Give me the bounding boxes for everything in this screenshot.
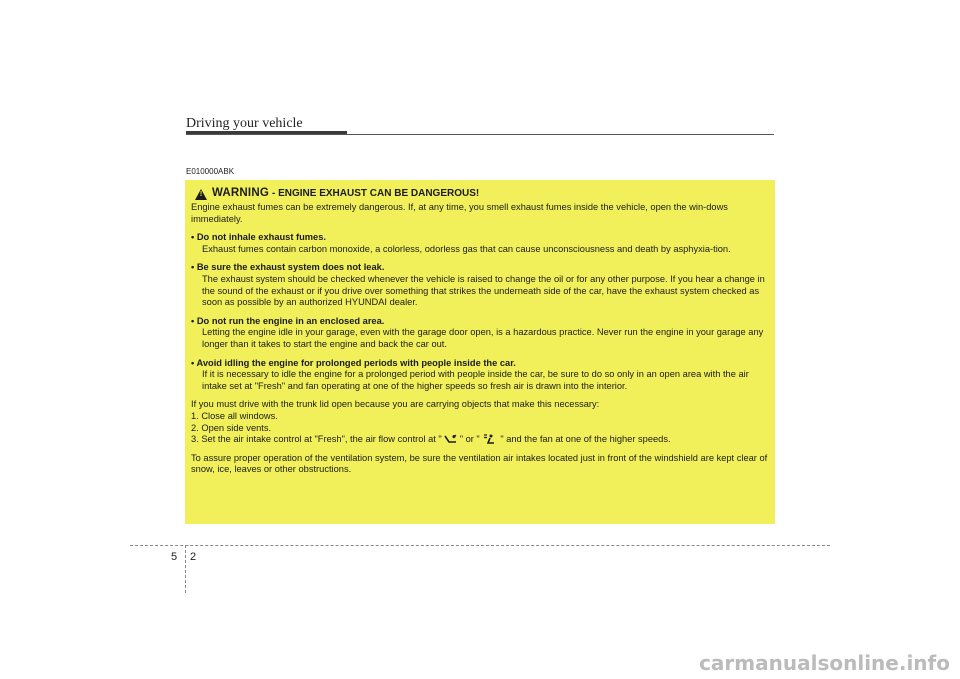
bullet-title-inhale: • Do not inhale exhaust fumes. (191, 232, 326, 243)
bullet-title-enclosed: • Do not run the engine in an enclosed area. (191, 315, 385, 326)
bullet-title-leak: • Be sure the exhaust system does not leak. (191, 262, 385, 273)
bullet-body-inhale: Exhaust fumes contain carbon monoxide, a colorless, odorless gas that can cause unconsciousness and death by asphyxia-tion. (202, 243, 731, 254)
document-code: E010000ABK (186, 167, 235, 176)
page-chapter-number: 5 (171, 551, 178, 563)
step3-text-c: " and the fan at one of the higher speeds. (497, 434, 671, 445)
ventilation-closing: To assure proper operation of the ventilation system, be sure the ventilation air intakes located just in front of the windshield are kept clear of snow, ice, leaves or other obstructions. (191, 452, 768, 475)
trunk-intro: If you must drive with the trunk lid open because you are carrying objects that make this necessary: (191, 399, 600, 410)
warning-label: WARNING (212, 187, 269, 200)
footer-divider (185, 545, 186, 593)
warning-title: - ENGINE EXHAUST CAN BE DANGEROUS! (271, 188, 480, 200)
warning-intro: Engine exhaust fumes can be extremely dangerous. If, at any time, you smell exhaust fumes inside the vehicle, open the win-dows immediately. (191, 202, 728, 224)
bullet-body-idling: If it is necessary to idle the engine for a prolonged period with people inside the car, be sure to do so only in an open area with the air intake set at "Fresh" and fan operating at one of the higher speeds so fresh air is drawn into the interior. (202, 369, 749, 391)
bullet-body-leak: The exhaust system should be checked whenever the vehicle is raised to change the oil or for any other purpose. If you hear a change in the sound of the exhaust or if you drive over something that strikes the underneath side of the car, have the exhaust system checked as soon as possible by an authorized HYUNDAI dealer. (202, 273, 765, 308)
bullet-title-idling: • Avoid idling the engine for prolonged periods with people inside the car. (191, 357, 516, 368)
warning-heading (195, 187, 769, 201)
floor-windshield-airflow-icon (482, 434, 496, 444)
step-air-intake (191, 434, 769, 446)
step-close-windows: 1. Close all windows. (191, 410, 278, 421)
step3-text-a: 3. Set the air intake control at "Fresh", the air flow control at " (191, 434, 442, 445)
floor-vent-airflow-icon (444, 434, 458, 444)
step-open-vents: 2. Open side vents. (191, 422, 272, 433)
page-number: 2 (190, 551, 197, 563)
header-rule (186, 134, 774, 135)
warning-box (185, 180, 775, 524)
warning-triangle-icon: ! (195, 189, 207, 200)
watermark: carmanualsonline.info (699, 651, 950, 675)
bullet-body-enclosed: Letting the engine idle in your garage, even with the garage door open, is a hazardous practice. Never run the engine in your garage any longer than it takes to start the engine and back the car out. (202, 327, 764, 349)
footer-rule (130, 545, 830, 546)
step3-text-b: " or " (459, 434, 480, 445)
page-header-title: Driving your vehicle (186, 116, 303, 131)
